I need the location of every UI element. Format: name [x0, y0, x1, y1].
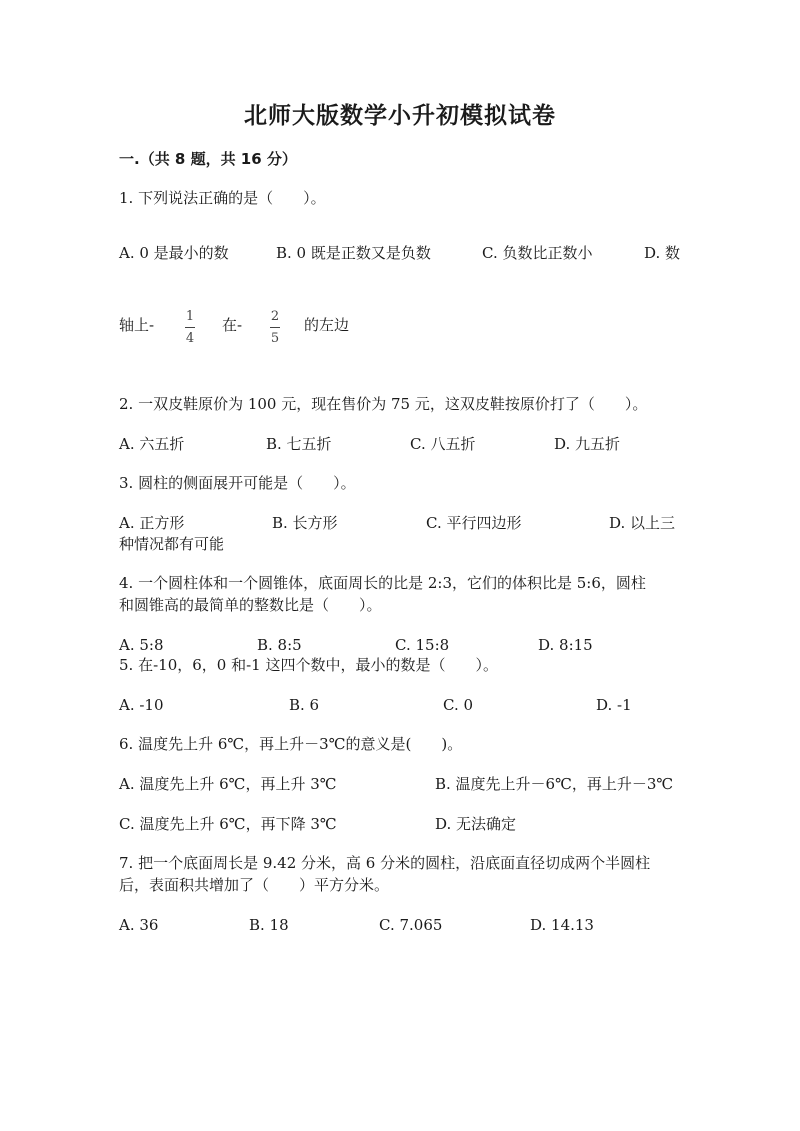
question-7-stem-line-1: 7. 把一个底面周长是 9.42 分米，高 6 分米的圆柱，沿底面直径切成两个半圆柱	[119, 854, 651, 872]
question-6-option-c: C. 温度先上升 6℃，再下降 3℃	[119, 815, 337, 833]
question-2-option-a: A. 六五折	[119, 435, 185, 453]
question-7-option-d: D. 14.13	[530, 916, 594, 934]
question-2-option-d: D. 九五折	[554, 435, 621, 453]
question-1-option-c: C. 负数比正数小	[482, 244, 593, 262]
section-heading: 一.（共 8 题，共 16 分）	[119, 150, 297, 168]
fraction-numerator: 1	[185, 309, 195, 324]
question-3-option-a: A. 正方形	[119, 514, 185, 532]
question-7-option-a: A. 36	[119, 916, 159, 934]
fraction-one-quarter	[185, 309, 195, 346]
question-3-stem: 3. 圆柱的侧面展开可能是（ ）。	[119, 474, 356, 492]
fraction-denominator: 5	[270, 331, 280, 346]
question-3-option-c: C. 平行四边形	[426, 514, 522, 532]
question-6-option-b: B. 温度先上升－6℃，再上升－3℃	[435, 775, 674, 793]
fraction-bar	[185, 327, 195, 328]
question-1-option-d-continued-3: 的左边	[304, 316, 350, 334]
fraction-denominator: 4	[185, 331, 195, 346]
question-1-option-b: B. 0 既是正数又是负数	[276, 244, 431, 262]
question-2-stem: 2. 一双皮鞋原价为 100 元，现在售价为 75 元，这双皮鞋按原价打了（ ）。	[119, 395, 648, 413]
question-3-option-d-continued: 种情况都有可能	[119, 535, 225, 553]
question-1-option-d-continued-2: 在-	[222, 316, 243, 334]
fraction-numerator: 2	[270, 309, 280, 324]
question-1-stem: 1. 下列说法正确的是（ ）。	[119, 189, 326, 207]
question-3-option-b: B. 长方形	[272, 514, 338, 532]
page-title: 北师大版数学小升初模拟试卷	[244, 103, 556, 129]
question-5-option-a: A. -10	[119, 696, 164, 714]
question-7-option-c: C. 7.065	[379, 916, 443, 934]
question-7-option-b: B. 18	[249, 916, 289, 934]
question-7-stem-line-2: 后，表面积共增加了（ ）平方分米。	[119, 876, 390, 894]
question-2-option-c: C. 八五折	[410, 435, 476, 453]
fraction-bar	[270, 327, 280, 328]
question-4-option-c: C. 15:8	[395, 636, 450, 654]
question-6-option-d: D. 无法确定	[435, 815, 517, 833]
question-4-option-a: A. 5:8	[119, 636, 164, 654]
question-4-stem-line-1: 4. 一个圆柱体和一个圆锥体，底面周长的比是 2:3，它们的体积比是 5:6，圆柱	[119, 574, 646, 592]
question-4-option-d: D. 8:15	[538, 636, 593, 654]
question-4-option-b: B. 8:5	[257, 636, 302, 654]
question-6-option-a: A. 温度先上升 6℃，再上升 3℃	[119, 775, 337, 793]
question-1-option-d: D. 数	[644, 244, 681, 262]
fraction-two-fifths	[270, 309, 280, 346]
question-1-option-a: A. 0 是最小的数	[119, 244, 229, 262]
question-5-option-c: C. 0	[443, 696, 474, 714]
question-4-stem-line-2: 和圆锥高的最简单的整数比是（ ）。	[119, 596, 382, 614]
question-5-stem: 5. 在-10，6，0 和-1 这四个数中，最小的数是（ ）。	[119, 656, 498, 674]
question-3-option-d: D. 以上三	[609, 514, 676, 532]
question-5-option-b: B. 6	[289, 696, 320, 714]
question-6-stem: 6. 温度先上升 6℃，再上升－3℃的意义是( )。	[119, 735, 463, 753]
question-1-option-d-continued: 轴上-	[119, 316, 155, 334]
question-2-option-b: B. 七五折	[266, 435, 332, 453]
question-5-option-d: D. -1	[596, 696, 632, 714]
